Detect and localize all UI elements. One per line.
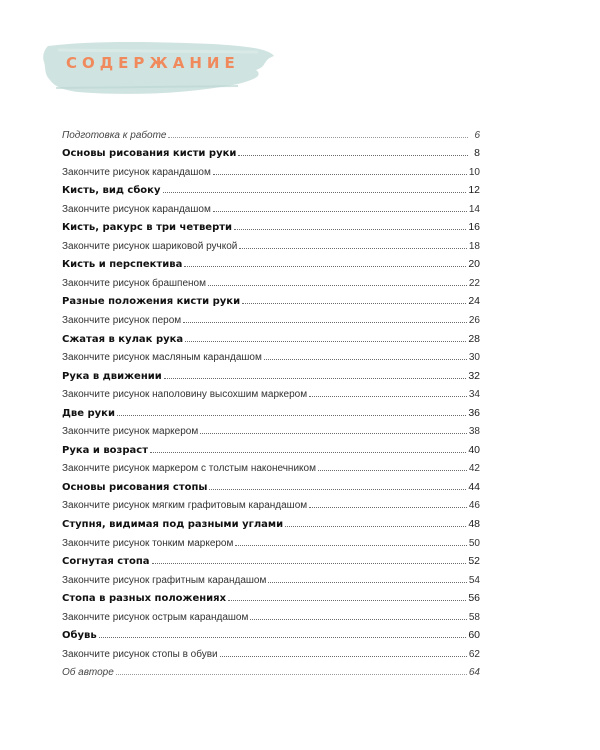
toc-entry-page: 44 xyxy=(468,480,480,493)
toc-entry-title: Две руки xyxy=(62,407,115,419)
toc-entry-page: 6 xyxy=(474,129,480,141)
toc-entry[interactable] xyxy=(62,143,480,162)
dot-leader xyxy=(220,656,467,657)
dot-leader xyxy=(268,582,467,583)
toc-entry-title: Об авторе xyxy=(62,667,114,679)
toc-entry[interactable] xyxy=(62,513,480,532)
dot-leader xyxy=(209,489,466,490)
dot-leader xyxy=(185,341,466,342)
dot-leader xyxy=(309,396,467,397)
toc-entry[interactable] xyxy=(62,347,480,366)
toc-entry-page: 64 xyxy=(468,667,480,679)
dot-leader xyxy=(238,155,468,156)
toc-entry[interactable] xyxy=(62,217,480,236)
toc-entry-title: Ступня, видимая под разными углами xyxy=(62,519,284,531)
toc-entry-page: 18 xyxy=(468,240,480,252)
dot-leader xyxy=(163,192,467,193)
toc-entry[interactable] xyxy=(62,439,480,458)
toc-entry[interactable] xyxy=(62,495,480,514)
toc-entry-title: Сжатая в кулак рука xyxy=(62,333,184,345)
toc-entry-page: 62 xyxy=(468,648,480,660)
toc-entry-title: Закончите рисунок мягким графитовым карандашом xyxy=(62,500,308,512)
toc-entry-page: 60 xyxy=(468,629,480,642)
toc-entry[interactable] xyxy=(62,254,480,273)
toc-entry-title: Закончите рисунок масляным карандашом xyxy=(62,352,262,364)
toc-entry-page: 36 xyxy=(468,406,480,419)
toc-entry[interactable] xyxy=(62,291,480,310)
dot-leader xyxy=(116,674,467,675)
toc-entry-title: Кисть, ракурс в три четверти xyxy=(62,222,233,234)
toc-entry-page: 40 xyxy=(468,443,480,456)
toc-entry-page: 20 xyxy=(468,258,480,271)
page-title: СОДЕРЖАНИЕ xyxy=(66,54,240,72)
toc-entry-title: Стопа в разных положениях xyxy=(62,593,227,605)
toc-entry-title: Закончите рисунок острым карандашом xyxy=(62,611,249,623)
dot-leader xyxy=(184,266,466,267)
toc-entry-title: Кисть, вид сбоку xyxy=(62,185,161,197)
toc-entry-title: Согнутая стопа xyxy=(62,556,150,568)
toc-entry[interactable] xyxy=(62,235,480,254)
toc-entry-title: Закончите рисунок стопы в обуви xyxy=(62,648,218,660)
toc-entry-page: 14 xyxy=(468,203,480,215)
toc-entry-title: Рука и возраст xyxy=(62,444,148,456)
dot-leader xyxy=(164,378,467,379)
toc-entry-page: 28 xyxy=(468,332,480,345)
dot-leader xyxy=(208,285,467,286)
toc-entry[interactable] xyxy=(62,643,480,662)
toc-entry-title: Закончите рисунок тонким маркером xyxy=(62,537,234,549)
dot-leader xyxy=(228,600,466,601)
toc-entry-title: Обувь xyxy=(62,630,97,642)
toc-entry-title: Подготовка к работе xyxy=(62,129,167,141)
dot-leader xyxy=(309,507,467,508)
toc-entry-page: 42 xyxy=(468,463,480,475)
toc-entry[interactable] xyxy=(62,384,480,403)
toc-entry[interactable] xyxy=(62,625,480,644)
toc-entry-page: 32 xyxy=(468,369,480,382)
toc-entry-title: Закончите рисунок наполовину высохшим маркером xyxy=(62,389,308,401)
toc-entry-title: Закончите рисунок брашпеном xyxy=(62,277,206,289)
toc-entry-page: 26 xyxy=(468,315,480,327)
toc-entry-title: Основы рисования кисти руки xyxy=(62,148,237,160)
toc-entry-page: 58 xyxy=(468,611,480,623)
toc-entry-page: 16 xyxy=(468,221,480,234)
toc-entry-page: 34 xyxy=(468,389,480,401)
toc-entry-title: Кисть и перспектива xyxy=(62,259,183,271)
toc-entry-title: Рука в движении xyxy=(62,370,162,382)
dot-leader xyxy=(318,470,467,471)
toc-entry[interactable] xyxy=(62,124,480,143)
toc-entry[interactable] xyxy=(62,272,480,291)
toc-entry[interactable] xyxy=(62,180,480,199)
toc-entry[interactable] xyxy=(62,662,480,681)
table-of-contents xyxy=(62,124,480,680)
toc-entry-page: 8 xyxy=(474,147,480,160)
toc-entry-title: Закончите рисунок пером xyxy=(62,315,182,327)
dot-leader xyxy=(183,322,467,323)
toc-entry-title: Разные положения кисти руки xyxy=(62,296,241,308)
toc-entry-page: 50 xyxy=(468,537,480,549)
toc-entry[interactable] xyxy=(62,402,480,421)
toc-entry-page: 46 xyxy=(468,500,480,512)
toc-entry[interactable] xyxy=(62,532,480,551)
toc-entry[interactable] xyxy=(62,606,480,625)
dot-leader xyxy=(264,359,467,360)
dot-leader xyxy=(213,211,467,212)
toc-entry-page: 22 xyxy=(468,277,480,289)
toc-entry[interactable] xyxy=(62,551,480,570)
dot-leader xyxy=(213,174,467,175)
toc-entry[interactable] xyxy=(62,588,480,607)
toc-entry[interactable] xyxy=(62,421,480,440)
toc-entry-title: Закончите рисунок маркером с толстым наконечником xyxy=(62,463,316,475)
toc-entry-page: 38 xyxy=(468,426,480,438)
toc-entry-page: 54 xyxy=(468,574,480,586)
dot-leader xyxy=(242,303,466,304)
dot-leader xyxy=(200,433,467,434)
toc-entry[interactable] xyxy=(62,161,480,180)
toc-entry-page: 10 xyxy=(468,166,480,178)
dot-leader xyxy=(168,137,468,138)
dot-leader xyxy=(117,415,466,416)
toc-entry-page: 30 xyxy=(468,352,480,364)
toc-entry-title: Закончите рисунок графитным карандашом xyxy=(62,574,267,586)
toc-entry-title: Закончите рисунок карандашом xyxy=(62,166,211,178)
toc-entry[interactable] xyxy=(62,328,480,347)
toc-entry-title: Закончите рисунок маркером xyxy=(62,426,199,438)
toc-entry[interactable] xyxy=(62,458,480,477)
dot-leader xyxy=(235,545,467,546)
dot-leader xyxy=(250,619,467,620)
toc-entry-page: 24 xyxy=(468,295,480,308)
dot-leader xyxy=(99,637,467,638)
toc-entry[interactable] xyxy=(62,198,480,217)
toc-entry-page: 48 xyxy=(468,518,480,531)
dot-leader xyxy=(239,248,467,249)
dot-leader xyxy=(152,563,467,564)
toc-entry-page: 56 xyxy=(468,592,480,605)
toc-entry-title: Закончите рисунок шариковой ручкой xyxy=(62,240,238,252)
dot-leader xyxy=(285,526,466,527)
toc-entry-title: Закончите рисунок карандашом xyxy=(62,203,211,215)
toc-entry-page: 12 xyxy=(468,184,480,197)
toc-entry[interactable] xyxy=(62,365,480,384)
header-area xyxy=(38,38,278,102)
dot-leader xyxy=(150,452,466,453)
toc-entry-page: 52 xyxy=(468,555,480,568)
toc-entry[interactable] xyxy=(62,309,480,328)
toc-entry-title: Основы рисования стопы xyxy=(62,481,208,493)
toc-entry[interactable] xyxy=(62,476,480,495)
toc-entry[interactable] xyxy=(62,569,480,588)
dot-leader xyxy=(234,229,466,230)
